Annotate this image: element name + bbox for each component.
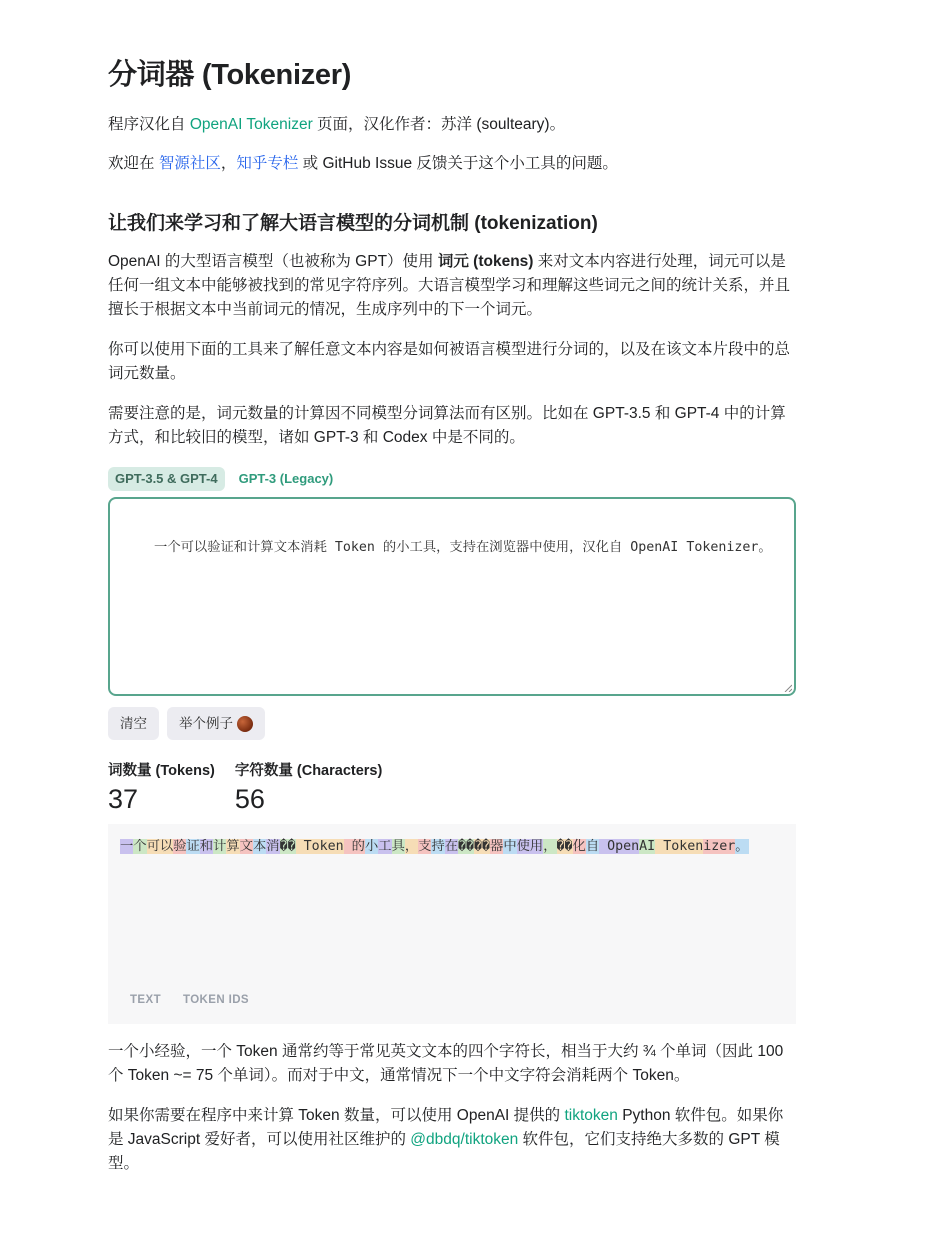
action-buttons [108, 707, 265, 740]
dbdq-tiktoken-link[interactable]: @dbdq/tiktoken [410, 1131, 519, 1148]
footer-libraries-pre: 如果你需要在程序中来计算 Token 数量，可以使用 OpenAI 提供的 [108, 1107, 565, 1124]
intro-feedback-sep: ， [220, 155, 237, 172]
output-view-tabs [130, 994, 249, 1006]
intro-credit [108, 113, 796, 137]
token-chip: 化 [572, 839, 586, 854]
token-chip: Open [599, 839, 640, 854]
intro-credit-pre: 程序汉化自 [108, 116, 190, 133]
token-chip: �� [556, 839, 573, 854]
token-chip: 自 [585, 839, 600, 854]
footer-libraries-mid: Python 软件包。如果你是 JavaScript 爱好者，可以使用社区维护的 [108, 1107, 784, 1148]
token-count-value: 37 [108, 784, 139, 814]
chestnut-icon [237, 716, 253, 732]
token-chip: 。 [735, 839, 749, 854]
intro-credit-post: 页面，汉化作者：苏洋 (soulteary)。 [312, 116, 566, 133]
token-chip: ， [404, 839, 419, 854]
tokens-term: 词元 (tokens) [437, 253, 534, 270]
model-tabs [108, 467, 340, 491]
section-para-1-pre: OpenAI 的大型语言模型（也被称为 GPT）使用 [108, 253, 438, 270]
token-chip: Token [655, 839, 704, 854]
resize-handle-icon[interactable] [784, 684, 792, 692]
token-chip: �� [279, 839, 296, 854]
stats [108, 759, 382, 814]
section-para-3: 需要注意的是，词元数量的计算因不同模型分词算法而有区别。比如在 GPT-3.5 和 GPT-4 中的计算方式，和比较旧的模型，诸如 GPT-3 和 Codex 中是不同的。 [108, 405, 786, 446]
section-para-2: 你可以使用下面的工具来了解任意文本内容是如何被语言模型进行分词的，以及在该文本片段中的总词元数量。 [108, 341, 791, 382]
example-button[interactable] [167, 707, 265, 740]
token-chip: 证 [186, 839, 200, 854]
token-count [108, 759, 215, 814]
token-chip: 本 [252, 839, 267, 854]
text-input[interactable] [108, 497, 796, 696]
token-chip: �� [458, 839, 475, 854]
footer-libraries-post: 软件包，它们支持绝大多数的 GPT 模型。 [108, 1131, 780, 1172]
token-chip: 的 [343, 839, 365, 854]
token-chip: 中 [503, 839, 517, 854]
tiktoken-link[interactable]: tiktoken [564, 1107, 618, 1124]
token-chip: �� [474, 839, 491, 854]
zhihu-column-link[interactable]: 知乎专栏 [236, 155, 299, 172]
token-chip: AI [639, 839, 656, 854]
token-output-panel [108, 824, 796, 1024]
intro-feedback-post: 或 GitHub Issue 反馈关于这个小工具的问题。 [298, 155, 618, 172]
char-count-label: 字符数量 (Characters) [234, 763, 383, 779]
char-count [235, 759, 382, 814]
intro-feedback-pre: 欢迎在 [108, 155, 159, 172]
token-chip: izer [703, 839, 736, 854]
token-chip: 小 [364, 839, 379, 854]
section-heading: 让我们来学习和了解大语言模型的分词机制 (tokenization) [108, 213, 598, 234]
token-chip: 消 [266, 839, 280, 854]
footer-libraries [108, 1104, 796, 1176]
token-visualization [120, 835, 784, 859]
tab-gpt35-gpt4[interactable]: GPT-3.5 & GPT-4 [108, 467, 225, 491]
token-chip: 算 [226, 839, 240, 854]
token-chip: 使用 [516, 839, 544, 854]
token-chip: 和 [199, 839, 214, 854]
footer-tip: 一个小经验，一个 Token 通常约等于常见英文文本的四个字符长，相当于大约 ¾ 个单词（因此 100 个 Token ~= 75 个单词）。而对于中文，通常情况下一个中文字符会消耗两个 Token。 [108, 1043, 784, 1084]
page-title: 分词器 (Tokenizer) [108, 59, 352, 91]
token-count-label: 词数量 (Tokens) [108, 763, 215, 779]
token-chip: ， [543, 839, 557, 854]
section-para-1 [108, 250, 796, 322]
tab-text-view[interactable]: TEXT [130, 994, 161, 1006]
token-chip: 支 [418, 839, 432, 854]
clear-button[interactable] [108, 707, 159, 740]
token-chip: 个 [133, 839, 147, 854]
token-chip: 具 [391, 839, 405, 854]
token-chip: 验 [173, 839, 187, 854]
token-chip: 一 [120, 839, 134, 854]
token-chip: Token [295, 839, 344, 854]
openai-tokenizer-link[interactable]: OpenAI Tokenizer [189, 116, 313, 133]
section-para-1-post: 来对文本内容进行处理，词元可以是任何一组文本中能够被找到的常见字符序列。大语言模型学习和理解这些词元之间的统计关系，并且擅长于根据文本中当前词元的情况，生成序列中的下一个词元。 [108, 253, 791, 318]
token-chip: 工 [378, 839, 392, 854]
char-count-value: 56 [234, 784, 265, 814]
example-button-label: 举个例子 [179, 716, 233, 731]
token-chip: 器 [490, 839, 504, 854]
text-input-value: 一个可以验证和计算文本消耗 Token 的小工具，支持在浏览器中使用，汉化自 OpenAI Tokenizer。 [154, 540, 772, 555]
token-chip: 持 [431, 839, 445, 854]
intro-feedback [108, 152, 796, 176]
clear-button-label: 清空 [120, 716, 147, 731]
tab-gpt3-legacy[interactable]: GPT-3 (Legacy) [238, 471, 334, 486]
token-chip: 文 [239, 839, 253, 854]
token-chip: 可以 [146, 839, 174, 854]
baai-community-link[interactable]: 智源社区 [158, 155, 221, 172]
token-chip: 计 [213, 839, 227, 854]
tab-token-ids-view[interactable]: TOKEN IDS [183, 994, 250, 1006]
token-chip: 在 [444, 839, 459, 854]
